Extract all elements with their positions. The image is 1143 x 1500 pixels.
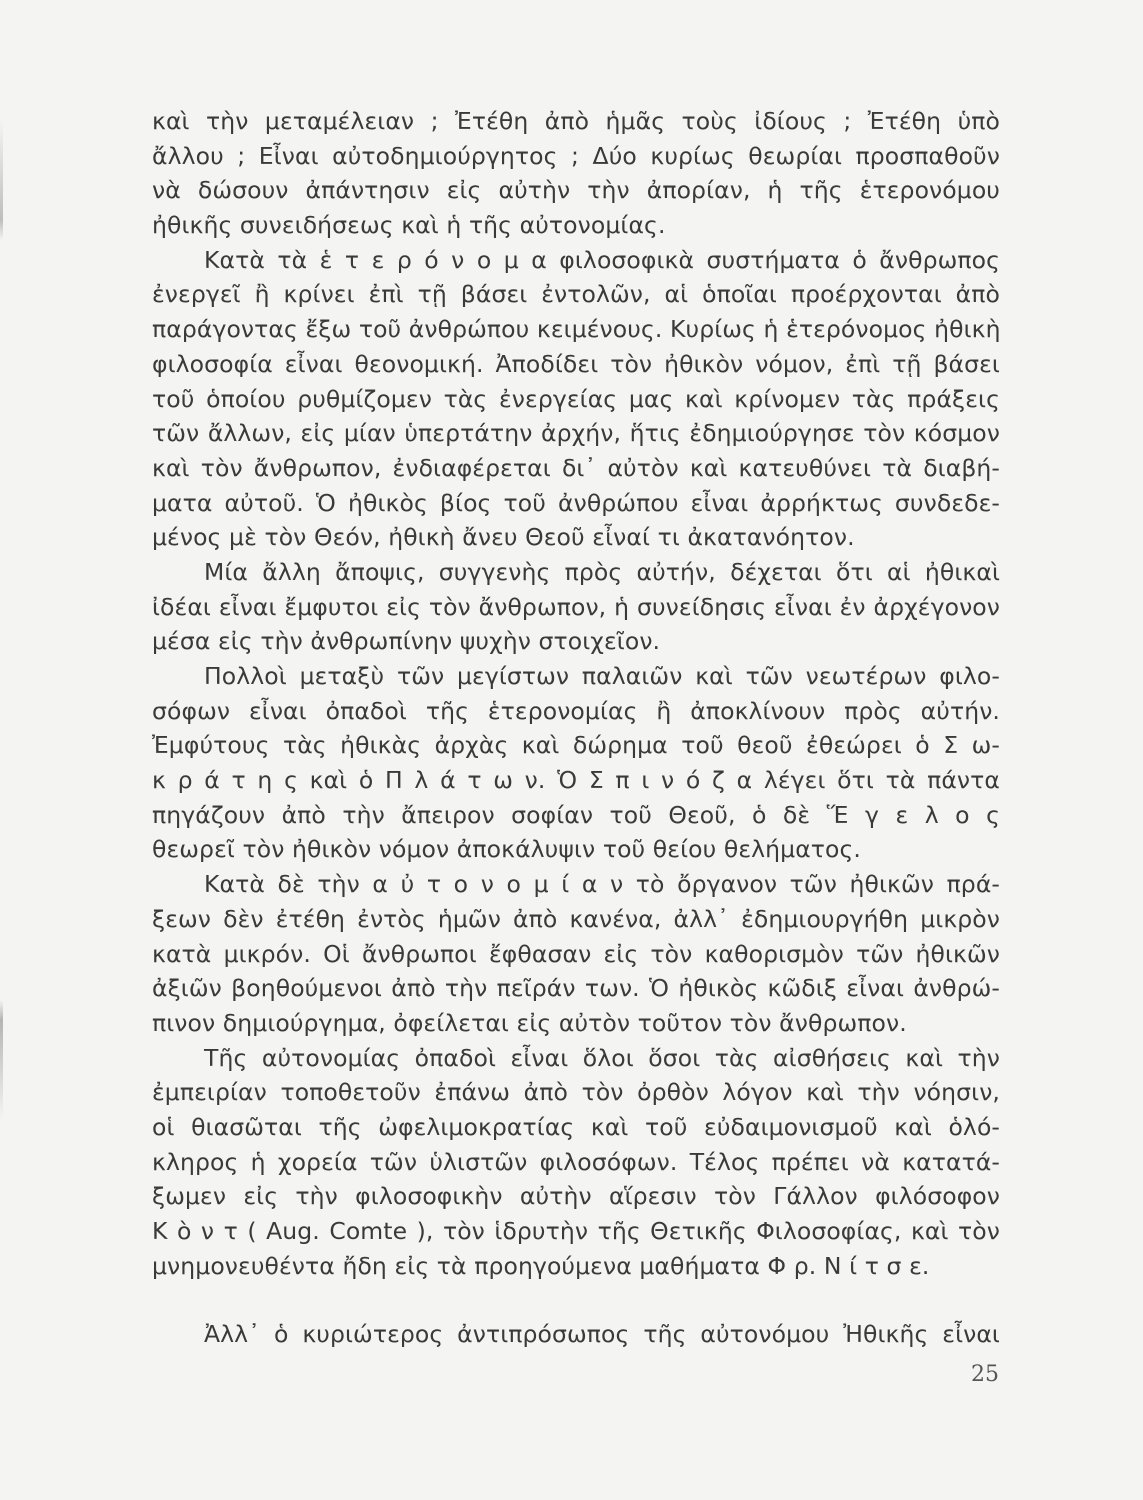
text-line: κατὰ μικρόν. Οἱ ἄνθρωποι ἔφθασαν εἰς τὸν καθορισμὸν τῶν ἠθικῶν (152, 939, 1000, 968)
text-line: κ ρ ά τ η ς καὶ ὁ Π λ ά τ ω ν. Ὁ Σ π ι ν ό ζ α λέγει ὅτι τὰ πάντα (152, 766, 1000, 795)
text-line: καὶ τὸν ἄνθρωπον, ἐνδιαφέρεται δι᾽ αὐτὸν καὶ κατευθύνει τὰ διαβή- (152, 453, 1000, 482)
text-line: ἐνεργεῖ ἢ κρίνει ἐπὶ τῇ βάσει ἐντολῶν, αἱ ὁποῖαι προέρχονται ἀπὸ (152, 280, 1000, 309)
text-line: ἄλλου ; Εἶναι αὐτοδημιούργητος ; Δύο κυρίως θεωρίαι προσπαθοῦν (152, 141, 1000, 170)
text-line: ματα αὐτοῦ. Ὁ ἠθικὸς βίος τοῦ ἀνθρώπου εἶναι ἀρρήκτως συνδεδε- (152, 488, 1000, 517)
text-line: Πολλοὶ μεταξὺ τῶν μεγίστων παλαιῶν καὶ τῶν νεωτέρων φιλο- (204, 662, 1000, 690)
text-line: ἐμπειρίαν τοποθετοῦν ἐπάνω ἀπὸ τὸν ὀρθὸν λόγον καὶ τὴν νόησιν, (152, 1078, 1000, 1107)
text-line: μέσα εἰς τὴν ἀνθρωπίνην ψυχὴν στοιχεῖον. (152, 627, 661, 656)
text-line: Ἀλλ᾽ ὁ κυριώτερος ἀντιπρόσωπος τῆς αὐτονόμου Ἠθικῆς εἶναι (204, 1320, 1000, 1349)
text-line: Κατὰ δὲ τὴν α ὐ τ ο ν ο μ ί α ν τὸ ὄργανον τῶν ἠθικῶν πρά- (204, 870, 1000, 899)
text-line: ξωμεν εἰς τὴν φιλοσοφικὴν αὐτὴν αἵρεσιν τὸν Γάλλον φιλόσοφον (152, 1182, 1000, 1211)
text-line: μνημονευθέντα ἤδη εἰς τὰ προηγούμενα μαθήματα Φ ρ. Ν ί τ σ ε. (152, 1251, 930, 1280)
page-number: 25 (971, 1362, 999, 1387)
scan-edge-shadow (0, 120, 3, 1120)
text-line: ξεων δὲν ἐτέθη ἐντὸς ἡμῶν ἀπὸ κανένα, ἀλλ᾽ ἐδημιουργήθη μικρὸν (152, 904, 1000, 933)
text-line: Κ ὸ ν τ ( Aug. Comte ), τὸν ἱδρυτὴν τῆς Θετικῆς Φιλοσοφίας, καὶ τὸν (152, 1217, 1000, 1245)
text-line: καὶ τὴν μεταμέλειαν ; Ἐτέθη ἀπὸ ἡμᾶς τοὺς ἰδίους ; Ἐτέθη ὑπὸ (152, 107, 1000, 135)
text-line: ἰδέαι εἶναι ἔμφυτοι εἰς τὸν ἄνθρωπον, ἡ συνείδησις εἶναι ἐν ἀρχέγονον (152, 592, 1000, 621)
text-line: οἱ θιασῶται τῆς ὠφελιμοκρατίας καὶ τοῦ εὐδαιμονισμοῦ καὶ ὁλό- (152, 1112, 1000, 1141)
text-line: κληρος ἡ χορεία τῶν ὑλιστῶν φιλοσόφων. Τέλος πρέπει νὰ κατατά- (152, 1147, 1000, 1176)
text-line: ἠθικῆς συνειδήσεως καὶ ἡ τῆς αὐτονομίας. (152, 211, 666, 240)
text-line: Κατὰ τὰ ἑ τ ε ρ ό ν ο μ α φιλοσοφικὰ συστήματα ὁ ἄνθρωπος (204, 245, 1000, 274)
text-line: θεωρεῖ τὸν ἠθικὸν νόμον ἀποκάλυψιν τοῦ θείου θελήματος. (152, 835, 861, 864)
text-line: Ἐμφύτους τὰς ἠθικὰς ἀρχὰς καὶ δώρημα τοῦ θεοῦ ἐθεώρει ὁ Σ ω- (152, 731, 1000, 760)
text-line: παράγοντας ἔξω τοῦ ἀνθρώπου κειμένους. Κυρίως ἡ ἑτερόνομος ἠθικὴ (152, 315, 1001, 344)
body-text (152, 104, 1000, 1352)
paragraph-gap (152, 1283, 1000, 1317)
text-line: Μία ἄλλη ἄποψις, συγγενὴς πρὸς αὐτήν, δέχεται ὅτι αἱ ἠθικαὶ (204, 557, 1000, 586)
text-line: μένος μὲ τὸν Θεόν, ἠθικὴ ἄνευ Θεοῦ εἶναί τι ἀκατανόητον. (152, 523, 855, 552)
text-line: φιλοσοφία εἶναι θεονομική. Ἀποδίδει τὸν ἠθικὸν νόμον, ἐπὶ τῇ βάσει (152, 349, 1000, 378)
text-line: νὰ δώσουν ἀπάντησιν εἰς αὐτὴν τὴν ἀπορίαν, ἡ τῆς ἑτερονόμου (152, 176, 1000, 205)
text-line: τοῦ ὁποίου ρυθμίζομεν τὰς ἐνεργείας μας καὶ κρίνομεν τὰς πράξεις (152, 384, 1000, 413)
text-line: τῶν ἄλλων, εἰς μίαν ὑπερτάτην ἀρχήν, ἥτις ἐδημιούργησε τὸν κόσμον (152, 419, 1000, 448)
text-line: Τῆς αὐτονομίας ὀπαδοὶ εἶναι ὅλοι ὅσοι τὰς αἰσθήσεις καὶ τὴν (204, 1043, 1000, 1072)
text-line: πηγάζουν ἀπὸ τὴν ἄπειρον σοφίαν τοῦ Θεοῦ, ὁ δὲ Ἕ γ ε λ ο ς (152, 800, 1000, 829)
text-line: σόφων εἶναι ὀπαδοὶ τῆς ἑτερονομίας ἢ ἀποκλίνουν πρὸς αὐτήν. (152, 696, 1000, 725)
text-line: ἀξιῶν βοηθούμενοι ἀπὸ τὴν πεῖράν των. Ὁ ἠθικὸς κῶδιξ εἶναι ἀνθρώ- (152, 974, 1000, 1003)
text-line: πινον δημιούργημα, ὀφείλεται εἰς αὐτὸν τοῦτον τὸν ἄνθρωπον. (152, 1008, 907, 1037)
